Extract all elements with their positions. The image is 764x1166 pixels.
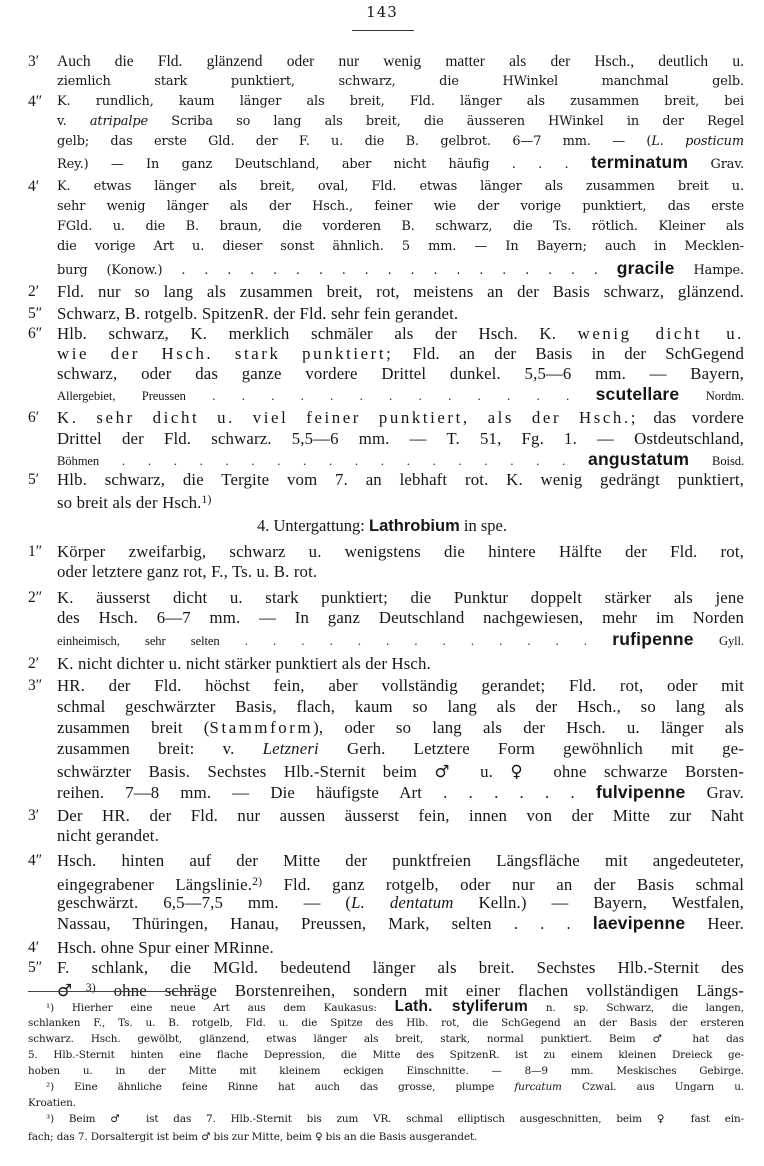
text-run: wie der Hsch. stark punktiert; xyxy=(57,344,394,363)
key-line xyxy=(57,629,744,651)
italic-text: L. dentatum xyxy=(351,893,454,912)
text-run: u. xyxy=(462,762,511,781)
text-run: schwärzter Basis. Sechstes Hlb.-Sternit beim xyxy=(57,762,435,781)
text-run: hat das xyxy=(675,1033,745,1045)
text-run: FGld. u. die B. braun, die vorderen B. schwarz, die Ts. rötlich. Kleiner als xyxy=(57,219,744,234)
text-run: Grav. xyxy=(685,783,744,802)
text-run: Hsch. ohne Spur einer MRinne. xyxy=(57,938,274,957)
couplet-number: 4′ xyxy=(28,939,40,956)
key-line xyxy=(57,913,744,934)
couplet-number: 3′ xyxy=(28,807,40,824)
text-run: die vorige Art u. dieser sonst ähnlich. 5 mm. — In Bayern; auch in Mecklen- xyxy=(57,239,744,254)
text-run: schlanken F., Ts. u. B. rotgelb, Fld. u. die Spitze des Hlb. rot, die SchGegend an der Basis der ersteren xyxy=(28,1017,744,1029)
text-run: geschwärzt. 6,5—7,5 mm. — ( xyxy=(57,893,352,912)
text-run: K. äusserst dicht u. stark punktiert; die Punktur doppelt stärker als jene xyxy=(57,588,744,607)
key-line xyxy=(57,197,744,217)
couplet-number: 6″ xyxy=(28,325,43,342)
couplet-number: 3′ xyxy=(28,53,40,70)
text-run: so breit als der Hsch. xyxy=(57,493,202,512)
couplet-number: 5″ xyxy=(28,305,43,322)
text-run: zusammen breit: v. xyxy=(57,739,263,758)
text-run: zusammen breit ( xyxy=(57,718,210,737)
italic-text: Letzneri xyxy=(262,739,319,758)
key-line xyxy=(57,52,744,72)
footnote-line xyxy=(28,1064,744,1078)
text-run: Stammform xyxy=(209,718,314,737)
italic-text: L. posticum xyxy=(651,134,744,149)
key-line xyxy=(57,697,744,717)
text-run: reihen. 7—8 mm. — Die häufigste Art . . . . . . xyxy=(57,783,596,802)
key-line xyxy=(57,782,744,803)
text-run: einheimisch, sehr selten . . . . . . . . . . . . . xyxy=(57,634,613,648)
text-run: Fld. ganz rotgelb, oder nur an der Basis schmal xyxy=(262,875,745,894)
species-name: scutellare xyxy=(595,384,680,404)
footnote-line xyxy=(28,1032,744,1046)
italic-text: furcatum xyxy=(514,1081,562,1093)
heading-suffix: in spe. xyxy=(459,516,507,535)
text-run: F. schlank, die MGld. bedeutend länger als breit. Sechstes Hlb.-Sternit des xyxy=(57,958,744,977)
key-line xyxy=(57,872,744,895)
key-line xyxy=(57,217,744,237)
text-run: K. etwas länger als breit, oval, Fld. etwas länger als zusammen breit u. xyxy=(57,179,744,194)
key-line xyxy=(57,429,744,449)
heading-prefix: 4. Untergattung: xyxy=(257,516,369,535)
key-line xyxy=(57,152,744,175)
text-run: gelb; das erste Gld. der F. u. die B. gelbrot. 6—7 mm. — ( xyxy=(57,134,652,149)
footnote-line xyxy=(46,1000,744,1015)
species-name: laevipenne xyxy=(592,913,686,933)
footnote-line xyxy=(46,1112,744,1126)
couplet-number: 6′ xyxy=(28,409,40,426)
footnote-line xyxy=(28,1096,744,1110)
text-run: bis an die Basis ausgerandet. xyxy=(322,1131,478,1143)
text-run: Rey.) — In ganz Deutschland, aber nicht häufig . . . xyxy=(57,157,591,172)
text-run: Fld. nur so lang als zusammen breit, rot, meistens an der Basis schwarz, glänzend. xyxy=(57,282,744,301)
text-run: Fld. an der Basis in der SchGegend xyxy=(393,344,744,363)
text-run: wenig dicht u. xyxy=(577,324,744,343)
footnote-mark: 2) xyxy=(252,875,263,888)
species-name: rufipenne xyxy=(612,629,694,649)
key-line xyxy=(57,938,744,958)
text-run: des Hsch. 6—7 mm. — In ganz Deutschland nachgewiesen, mehr im Norden xyxy=(57,608,744,627)
key-line xyxy=(57,384,744,406)
text-run: Böhmen . . . . . . . . . . . . . . . . . . xyxy=(57,454,589,468)
text-run: ²) Eine ähnliche feine Rinne hat auch das grosse, plumpe xyxy=(46,1081,515,1093)
subgenus-heading xyxy=(0,516,764,536)
key-line xyxy=(57,761,744,782)
text-run: Grav. xyxy=(688,157,744,172)
key-line xyxy=(57,237,744,257)
couplet-number: 4′ xyxy=(28,178,40,195)
key-line xyxy=(57,739,744,759)
text-run: Heer. xyxy=(685,914,744,933)
footnote-rule xyxy=(28,991,198,992)
key-line xyxy=(57,718,744,738)
text-run: nicht gerandet. xyxy=(57,826,159,845)
sex-symbol: ♂ xyxy=(201,1131,211,1143)
text-run: ziemlich stark punktiert, schwarz, die HWinkel manchmal gelb. xyxy=(57,74,744,89)
couplet-number: 4″ xyxy=(28,93,43,110)
text-run: Auch die Fld. glänzend oder nur wenig matter als der Hsch., deutlich u. xyxy=(57,53,744,70)
key-line xyxy=(57,92,744,112)
couplet-number: 1″ xyxy=(28,543,43,560)
text-run: K. rundlich, kaum länger als breit, Fld. länger als zusammen breit, bei xyxy=(57,94,744,109)
key-line xyxy=(57,112,744,132)
text-run: das vordere xyxy=(637,408,744,427)
text-run: Hampe. xyxy=(674,263,745,278)
text-run: Hlb. schwarz, die Tergite vom 7. an lebhaft rot. K. wenig gedrängt punktiert, xyxy=(57,470,744,489)
couplet-number: 2′ xyxy=(28,655,40,672)
footnote-line xyxy=(28,1048,744,1062)
text-run: K. nicht dichter u. nicht stärker punktiert als der Hsch. xyxy=(57,654,431,673)
text-run: ¹) Hierher eine neue Art aus dem Kaukasus: xyxy=(46,1002,395,1014)
key-line xyxy=(57,408,744,428)
key-line xyxy=(57,282,744,302)
text-run: ohne schräge Borstenreihen, sondern mit einer flachen vollständigen Längs- xyxy=(95,981,744,1000)
text-run: fast ein- xyxy=(675,1113,744,1125)
sex-symbol: ♂ xyxy=(57,980,86,1000)
couplet-number: 2″ xyxy=(28,589,43,606)
key-line xyxy=(57,851,744,871)
key-line xyxy=(57,826,744,846)
key-line xyxy=(57,588,744,608)
key-line xyxy=(57,562,744,582)
text-run: Kelln.) — Bayern, Westfalen, xyxy=(453,893,744,912)
sex-symbol: ♀ xyxy=(510,761,536,781)
species-name: terminatum xyxy=(590,152,689,172)
species-name: fulvipenne xyxy=(595,782,686,802)
text-run: bis zur Mitte, beim xyxy=(210,1131,315,1143)
species-name: gracile xyxy=(616,258,675,278)
text-run: Nordm. xyxy=(679,389,744,403)
text-run: Gerh. Letztere Form gewöhnlich mit ge- xyxy=(318,739,745,758)
key-line xyxy=(57,72,744,92)
key-line xyxy=(57,490,744,513)
sex-symbol: ♀ xyxy=(656,1113,676,1125)
key-line xyxy=(57,893,744,913)
key-line xyxy=(57,608,744,628)
text-run: 5. Hlb.-Sternit hinten eine flache Depression, die Mitte des SpitzenR. ist zu einem kleinen Dreieck ge- xyxy=(28,1049,744,1061)
text-run: v. xyxy=(57,114,90,129)
text-run: Schwarz, B. rotgelb. SpitzenR. der Fld. sehr fein gerandet. xyxy=(57,304,459,323)
couplet-number: 4″ xyxy=(28,852,43,869)
text-run: schwarz. Hsch. gewölbt, glänzend, etwas länger als breit, stark, normal punktiert. Beim xyxy=(28,1033,653,1045)
couplet-number: 5′ xyxy=(28,471,40,488)
key-line xyxy=(57,132,744,152)
key-line xyxy=(57,344,744,364)
key-line xyxy=(57,324,744,344)
text-run: eingegrabener Längslinie. xyxy=(57,875,253,894)
key-line xyxy=(57,542,744,562)
footnote-line xyxy=(28,1016,744,1030)
page-number: 143 xyxy=(366,3,398,21)
key-line xyxy=(57,304,744,324)
species-name: Lath. styliferum xyxy=(394,998,528,1015)
text-run: Hsch. hinten auf der Mitte der punktfreien Längsfläche mit angedeuteter, xyxy=(57,851,744,870)
footnote-mark: 1) xyxy=(201,493,212,506)
heading-genus: Lathrobium xyxy=(369,517,460,535)
key-line xyxy=(57,958,744,978)
text-run: Allergebiet, Preussen . . . . . . . . . . . . . xyxy=(57,389,596,403)
key-line xyxy=(57,806,744,826)
text-run: schmal geschwärzter Basis, flach, kaum so lang als der Hsch., so lang als xyxy=(57,697,744,716)
key-line xyxy=(57,654,744,674)
text-run: Kroatien. xyxy=(28,1097,76,1109)
text-run: Czwal. aus Ungarn u. xyxy=(561,1081,744,1093)
sex-symbol: ♂ xyxy=(434,761,463,781)
text-run: fach; das 7. Dorsaltergit ist beim xyxy=(28,1131,202,1143)
footnote-mark: 3) xyxy=(85,981,96,994)
italic-text: atripalpe xyxy=(89,114,149,129)
text-run: Drittel der Fld. schwarz. 5,5—6 mm. — T. 51, Fg. 1. — Ostdeutschland, xyxy=(57,429,744,448)
text-run: oder letztere ganz rot, F., Ts. u. B. rot. xyxy=(57,562,318,581)
text-run: burg (Konow.) . . . . . . . . . . . . . . . . . . . xyxy=(57,263,617,278)
text-run: ³) Beim xyxy=(46,1113,111,1125)
header-rule xyxy=(352,30,414,31)
text-run: K. sehr dicht u. viel feiner punktiert, als der Hsch.; xyxy=(57,408,638,427)
species-name: angustatum xyxy=(588,449,690,469)
footnote-line xyxy=(28,1130,744,1144)
couplet-number: 2′ xyxy=(28,283,40,300)
text-run: hoben u. in der Mitte mit kleinem eckigen Einschnitte. — 8—9 mm. Meskisches Gebirge. xyxy=(28,1065,744,1077)
text-run: n. sp. Schwarz, die langen, xyxy=(527,1002,744,1014)
text-run: Hlb. schwarz, K. merklich schmäler als der Hsch. K. xyxy=(57,324,578,343)
text-run: Gyll. xyxy=(693,634,744,648)
text-run: ist das 7. Hlb.-Sternit bis zum VR. schmal elliptisch ausgeschnitten, beim xyxy=(131,1113,657,1125)
text-run: Nassau, Thüringen, Hanau, Preussen, Mark, selten . . . xyxy=(57,914,593,933)
text-run: Boisd. xyxy=(689,454,744,468)
key-line xyxy=(57,449,744,471)
key-line xyxy=(57,676,744,696)
text-run: ), oder so lang als der Hsch. u. länger als xyxy=(313,718,744,737)
text-run: Körper zweifarbig, schwarz u. wenigstens die hintere Hälfte der Fld. rot, xyxy=(57,542,744,561)
text-run: ohne schwarze Borsten- xyxy=(535,762,744,781)
key-line xyxy=(57,177,744,197)
sex-symbol: ♂ xyxy=(652,1033,676,1045)
couplet-number: 3″ xyxy=(28,677,43,694)
key-line xyxy=(57,470,744,490)
footnote-line xyxy=(46,1080,744,1094)
text-run: Der HR. der Fld. nur aussen äusserst fein, innen von der Mitte zur Naht xyxy=(57,806,744,825)
sex-symbol: ♀ xyxy=(314,1131,323,1143)
text-run: Scriba so lang als breit, die äusseren HWinkel in der Regel xyxy=(148,114,745,129)
sex-symbol: ♂ xyxy=(110,1113,132,1125)
key-line xyxy=(57,258,744,281)
key-line xyxy=(57,364,744,384)
text-run: sehr wenig länger als der Hsch., feiner wie der vorige punktiert, das erste xyxy=(57,199,744,214)
text-run: schwarz, oder das ganze vordere Drittel dunkel. 5,5—6 mm. — Bayern, xyxy=(57,364,744,383)
text-run: HR. der Fld. höchst fein, aber vollständig gerandet; Fld. rot, oder mit xyxy=(57,676,744,695)
couplet-number: 5″ xyxy=(28,959,43,976)
